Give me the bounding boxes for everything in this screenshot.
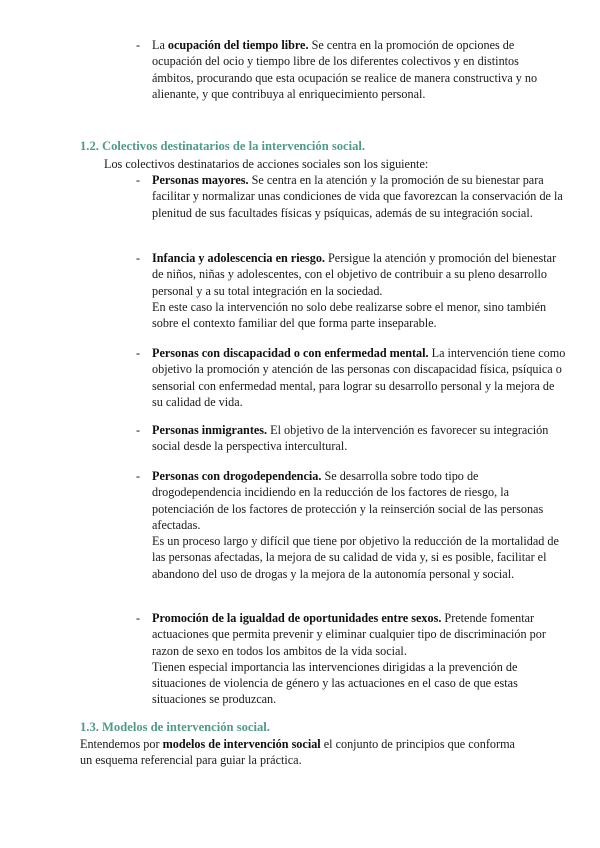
list-item-discapacidad (136, 345, 566, 410)
item-paragraph: Personas inmigrantes. El objetivo de la intervención es favorecer su integración social desde la perspectiva intercultural. (152, 423, 549, 454)
bullet-dash: - (136, 251, 141, 265)
item-paragraph: Infancia y adolescencia en riesgo. Persigue la atención y promoción del bienestar de niños, niñas y adolescentes, con el objetivo de contribuir a su pleno desarrollo personal y a su total integración en la sociedad. (152, 251, 557, 298)
list-item-inmigrantes (136, 422, 566, 455)
item-extra-paragraph: En este caso la intervención no solo debe realizarse sobre el menor, sino también sobre el contexto familiar del que forma parte inseparable. (152, 299, 547, 331)
item-paragraph: Promoción de la igualdad de oportunidades entre sexos. Pretende fomentar actuaciones que permita prevenir y eliminar cualquier tipo de discriminación por razon de sexo en todos los ambitos de la vida social. (152, 611, 546, 658)
section-heading-1-2: 1.2. Colectivos destinatarios de la intervención social. (80, 139, 366, 153)
item-bold-title: Personas inmigrantes. (152, 423, 268, 437)
item-bold-title: ocupación del tiempo libre. (167, 38, 309, 52)
section-intro: Los colectivos destinatarios de acciones sociales son los siguiente: (104, 157, 429, 171)
list-item-infancia (136, 250, 566, 331)
bullet-dash: - (136, 38, 141, 52)
bullet-dash: - (136, 346, 141, 360)
section-1-3-paragraph: Entendemos por modelos de intervención social el conjunto de principios que conforma un esquema referencial para guiar la práctica. (80, 737, 515, 768)
item-bold-title: Personas con discapacidad o con enfermedad mental. (152, 346, 429, 360)
bullet-dash: - (136, 469, 141, 483)
item-bold-title: Personas con drogodependencia. (152, 469, 322, 483)
item-paragraph: Personas con discapacidad o con enfermedad mental. La intervención tiene como objetivo la promoción y atención de las personas con discapacidad física, psíquica o sensorial con enfermedad mental, para lograr su desarrollo personal y la mejora de su calidad de vida. (152, 346, 566, 409)
section-heading-1-3: 1.3. Modelos de intervención social. (80, 720, 270, 734)
item-extra-paragraph: Es un proceso largo y difícil que tiene por objetivo la reducción de la mortalidad de las personas afectadas, la mejora de su calidad de vida y, si es posible, facilitar el abandono del uso de drogas y la mejora de la autonomía personal y social. (152, 534, 559, 581)
bullet-dash: - (136, 611, 141, 625)
list-item-igualdad (136, 610, 566, 708)
list-item-tiempo-libre (136, 37, 556, 102)
item-bold-title: Personas mayores. (152, 173, 249, 187)
item-bold-title: Promoción de la igualdad de oportunidades entre sexos. (152, 611, 442, 625)
item-paragraph: Personas con drogodependencia. Se desarrolla sobre todo tipo de drogodependencia incidiendo en la reducción de los factores de riesgo, la potenciación de los factores de protección y la reinserción social de las personas afectadas. (152, 469, 544, 532)
item-paragraph: La ocupación del tiempo libre. Se centra en la promoción de opciones de ocupación del ocio y tiempo libre de los diferentes colectivos y en distintos ámbitos, procurando que esta ocupación se realice de manera constructiva y no alienante, y que contribuya al enriquecimiento personal. (152, 38, 538, 101)
list-item-personas-mayores (136, 172, 566, 221)
bullet-dash: - (136, 173, 141, 187)
item-extra-paragraph: Tienen especial importancia las intervenciones dirigidas a la prevención de situaciones de violencia de género y las actuaciones en el caso de que estas situaciones se produzcan. (152, 659, 518, 707)
bullet-dash: - (136, 423, 141, 437)
item-paragraph: Personas mayores. Se centra en la atención y la promoción de su bienestar para facilitar y normalizar unas condiciones de vida que favorezcan la conservación de la plenitud de sus facultades físicas y psíquicas, además de su integración social. (152, 173, 563, 220)
item-bold-title: Infancia y adolescencia en riesgo. (152, 251, 325, 265)
list-item-drogodependencia (136, 468, 566, 582)
bold-term: modelos de intervención social (162, 737, 321, 751)
